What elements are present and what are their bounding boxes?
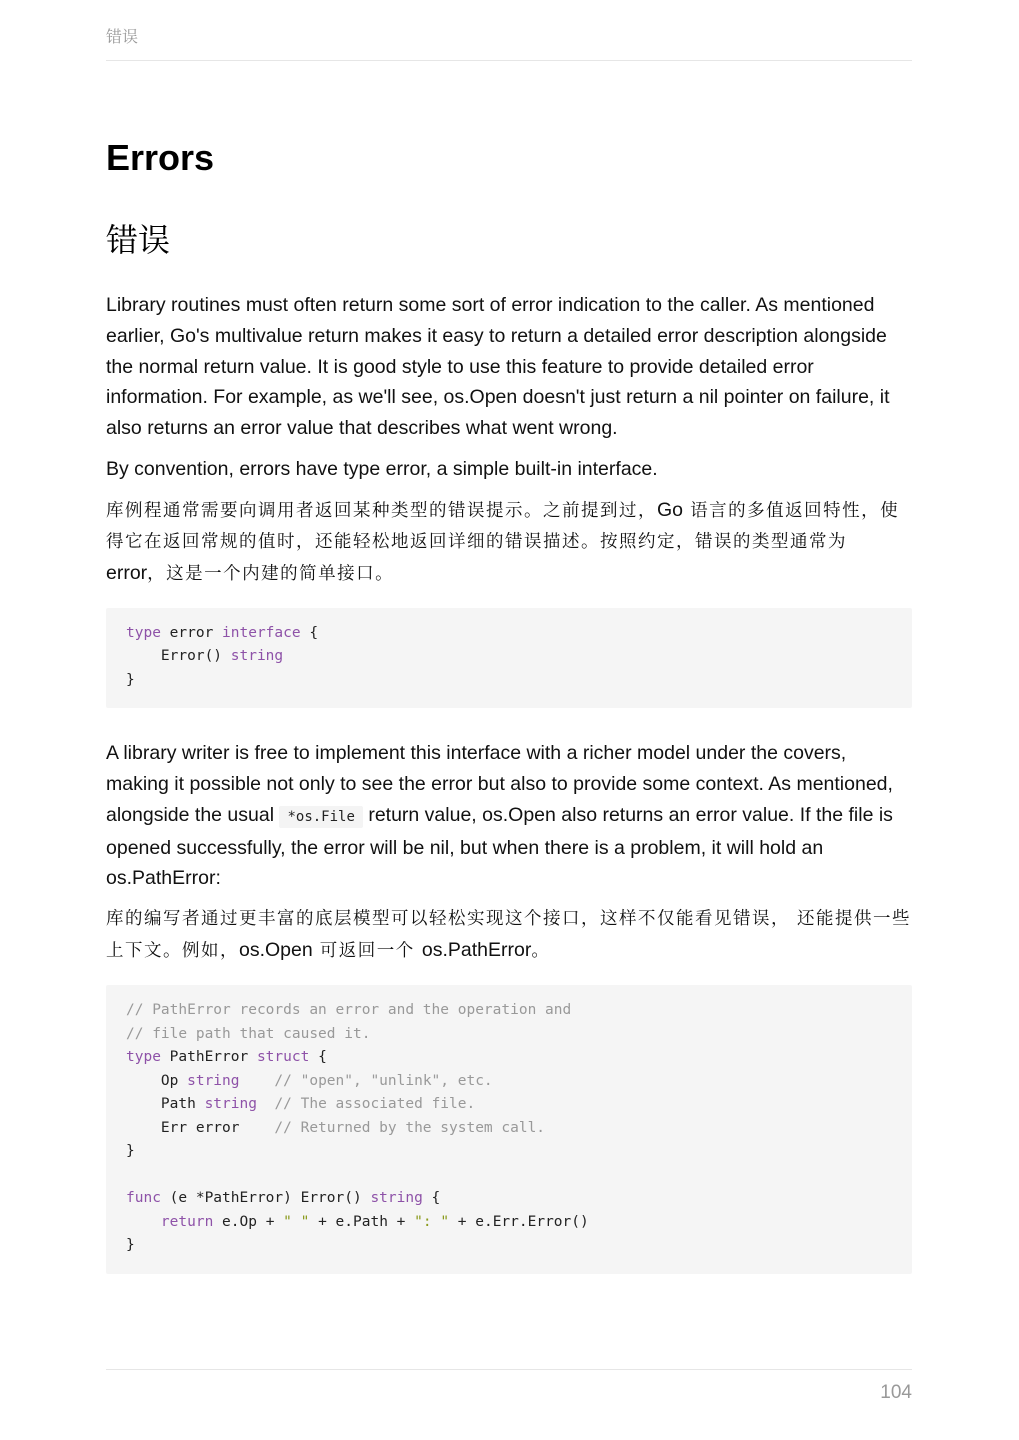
code-text: } [126, 1143, 135, 1160]
paragraph-library-writer-cn [106, 904, 912, 967]
code-string: " " [283, 1213, 310, 1230]
code-text: } [126, 671, 135, 688]
code-keyword: string [204, 1096, 257, 1113]
page-number: 104 [880, 1382, 912, 1403]
code-text: Path [126, 1096, 205, 1113]
paragraph-intro-cn [106, 495, 912, 590]
code-keyword: return [160, 1213, 214, 1230]
paragraph-intro: Library routines must often return some sort of error indication to the caller. As mentioned earlier, Go's multivalue return makes it easy to return a detailed error description alongside the normal return value. It is good style to use this feature to provide detailed error information. For example, as we'll see, os.Open doesn't just return a nil pointer on failure, it also returns an error value that describes what went wrong. [106, 294, 890, 440]
code-text: Error() [126, 648, 231, 665]
code-text: PathError [160, 1049, 257, 1066]
code-text: { [300, 624, 319, 641]
running-header-title: 错误 [106, 27, 139, 46]
code-comment: // The associated file. [274, 1096, 476, 1113]
footer-divider [106, 1369, 912, 1370]
code-block-patherror [106, 985, 912, 1274]
code-block-error-interface [106, 608, 912, 709]
text-run: 可返回一个 [312, 941, 422, 962]
code-text: + e.Err.Error() [449, 1213, 589, 1230]
code-string: ": " [414, 1213, 450, 1230]
text-run-latin: os.PathError [421, 939, 532, 962]
code-keyword: struct [256, 1049, 310, 1066]
code-text: (e *PathError) Error() [160, 1190, 371, 1207]
page-content [106, 136, 912, 1304]
header-divider [106, 60, 912, 61]
code-keyword: string [370, 1190, 423, 1207]
section-title-cn: 错误 [106, 221, 171, 259]
code-keyword: type [126, 1049, 161, 1066]
code-text: e.Op + [213, 1213, 284, 1230]
code-keyword: string [187, 1072, 240, 1089]
text-run: 语言的多值返回特性，使得它在返回常规的值时，还能轻松地返回详细的错误描述。按照约定，错误的类型通常为 [106, 500, 900, 552]
code-comment: // PathError records an error and the operation and [126, 1002, 572, 1019]
code-keyword: type [126, 624, 161, 641]
paragraph-convention: By convention, errors have type error, a simple built-in interface. [106, 457, 658, 480]
paragraph-library-writer [106, 738, 912, 894]
text-run: return value, os.Open also returns an error value. If the file is opened successfully, the error will be nil, but when there is a problem, it will hold an os.PathError: [106, 803, 893, 890]
code-text [257, 1096, 274, 1112]
section-title-en: Errors [106, 137, 215, 178]
text-run-latin: error [106, 561, 148, 584]
text-run: 库例程通常需要向调用者返回某种类型的错误提示。之前提到过， [106, 500, 657, 521]
code-text: Op [126, 1072, 188, 1089]
text-run: 。 [531, 941, 551, 962]
code-keyword: string [230, 648, 284, 665]
code-text [240, 1073, 275, 1089]
code-keyword: interface [222, 624, 301, 641]
code-text: { [309, 1049, 327, 1066]
text-run-latin: Go [657, 498, 684, 521]
inline-code: *os.File [279, 806, 362, 828]
text-run: 库的编写者通过更丰富的底层模型可以轻松实现这个接口，这样不仅能看见错误， 还能提供一些上下文。例如， [106, 909, 912, 962]
code-keyword: func [126, 1190, 161, 1207]
code-comment: // "open", "unlink", etc. [274, 1072, 493, 1089]
text-run-latin: os.Open [239, 939, 313, 962]
code-text: Err error [126, 1119, 275, 1136]
code-text: + e.Path + [309, 1213, 415, 1230]
code-text: error [160, 624, 223, 641]
text-run: ，这是一个内建的简单接口。 [147, 563, 395, 584]
code-text [126, 1214, 161, 1230]
code-comment: // file path that caused it. [126, 1025, 371, 1042]
code-comment: // Returned by the system call. [274, 1119, 546, 1136]
code-text: } [126, 1237, 135, 1254]
code-text: { [422, 1190, 441, 1207]
text-run: A library writer is free to implement this interface with a richer model under the covers, making it possible not only to see the error but also to provide some context. As mentioned, alongside the usual [106, 742, 893, 826]
